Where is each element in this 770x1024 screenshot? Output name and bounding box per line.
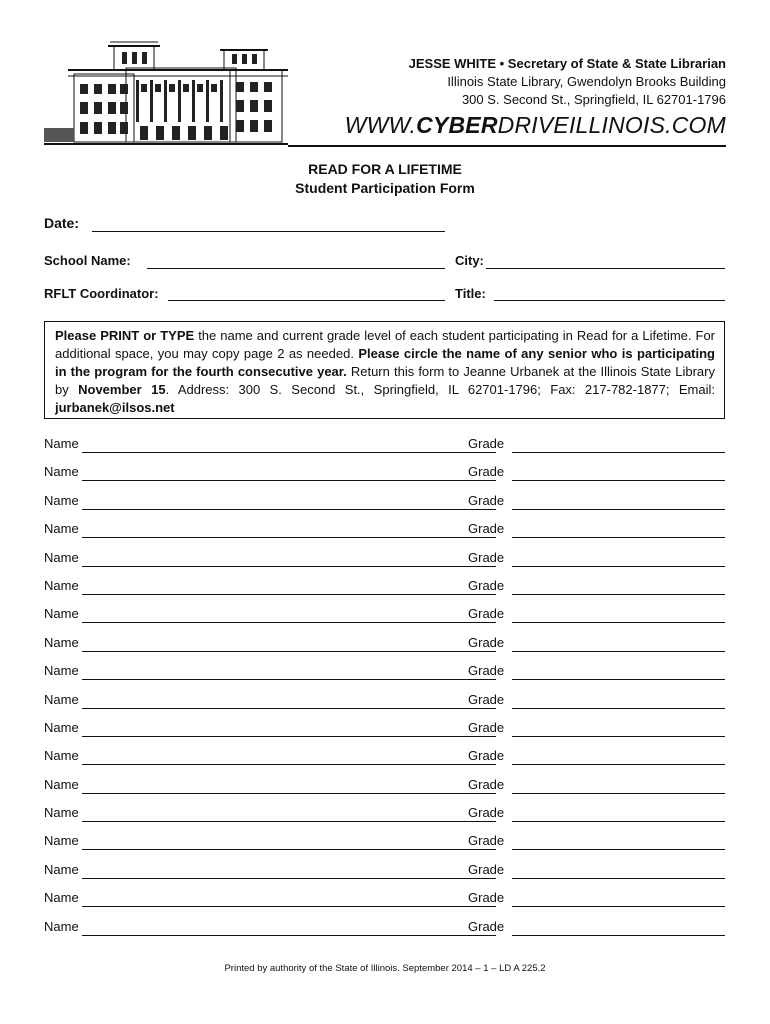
student-grade-field[interactable] xyxy=(512,935,725,936)
student-row xyxy=(44,491,725,519)
student-name-field[interactable] xyxy=(82,878,496,879)
name-label: Name xyxy=(44,606,79,622)
student-grade-field[interactable] xyxy=(512,821,725,822)
grade-label: Grade xyxy=(468,634,505,650)
name-label: Name xyxy=(44,549,79,565)
grade-label: Grade xyxy=(468,890,505,906)
student-grade-field[interactable] xyxy=(512,793,725,794)
grade-label: Grade xyxy=(468,464,505,480)
grade-label: Grade xyxy=(468,691,505,707)
url-suffix: DRIVEILLINOIS.COM xyxy=(497,112,726,138)
city-label: City: xyxy=(455,253,484,268)
name-label: Name xyxy=(44,890,79,906)
student-grade-field[interactable] xyxy=(512,679,725,680)
name-label: Name xyxy=(44,805,79,821)
student-name-field[interactable] xyxy=(82,566,496,567)
name-label: Name xyxy=(44,748,79,764)
coordinator-field[interactable] xyxy=(168,300,445,301)
grade-label: Grade xyxy=(468,719,505,735)
form-subtitle: Student Participation Form xyxy=(295,180,475,196)
building-logo xyxy=(44,40,288,146)
student-name-field[interactable] xyxy=(82,594,496,595)
student-row xyxy=(44,746,725,774)
instructions-box xyxy=(44,321,725,419)
student-row xyxy=(44,633,725,661)
grade-label: Grade xyxy=(468,833,505,849)
instructions-email[interactable]: jurbanek@ilsos.net xyxy=(55,400,175,415)
grade-label: Grade xyxy=(468,577,505,593)
student-name-field[interactable] xyxy=(82,764,496,765)
student-grade-field[interactable] xyxy=(512,537,725,538)
name-label: Name xyxy=(44,464,79,480)
student-grade-field[interactable] xyxy=(512,651,725,652)
student-grade-field[interactable] xyxy=(512,509,725,510)
student-row xyxy=(44,775,725,803)
student-row xyxy=(44,434,725,462)
student-name-field[interactable] xyxy=(82,452,496,453)
student-grade-field[interactable] xyxy=(512,566,725,567)
student-grade-field[interactable] xyxy=(512,906,725,907)
name-label: Name xyxy=(44,719,79,735)
name-label: Name xyxy=(44,492,79,508)
student-row xyxy=(44,604,725,632)
student-row xyxy=(44,917,725,945)
student-grade-field[interactable] xyxy=(512,480,725,481)
instructions-text-1: the name and current grade level of each student participating in Read for a Lifetime. For additional space, you may copy page 2 as needed. xyxy=(55,328,716,361)
grade-label: Grade xyxy=(468,549,505,565)
form-title: READ FOR A LIFETIME xyxy=(308,161,462,177)
student-row xyxy=(44,860,725,888)
name-label: Name xyxy=(44,776,79,792)
student-name-field[interactable] xyxy=(82,906,496,907)
name-label: Name xyxy=(44,691,79,707)
student-row xyxy=(44,803,725,831)
title-label: Title: xyxy=(455,286,486,301)
student-name-field[interactable] xyxy=(82,793,496,794)
student-name-field[interactable] xyxy=(82,849,496,850)
grade-label: Grade xyxy=(468,606,505,622)
student-grade-field[interactable] xyxy=(512,594,725,595)
header-secretary-line: JESSE WHITE • Secretary of State & State Librarian xyxy=(408,56,726,71)
student-grade-field[interactable] xyxy=(512,736,725,737)
grade-label: Grade xyxy=(468,521,505,537)
instructions-text-2: Return this form to Jeanne Urbanek at the Illinois State Library by xyxy=(55,364,715,397)
name-label: Name xyxy=(44,521,79,537)
header-address-line: 300 S. Second St., Springfield, IL 62701-1796 xyxy=(461,92,726,107)
header-rule xyxy=(288,145,726,147)
date-field[interactable] xyxy=(92,231,445,232)
student-name-field[interactable] xyxy=(82,935,496,936)
grade-label: Grade xyxy=(468,861,505,877)
grade-label: Grade xyxy=(468,918,505,934)
name-label: Name xyxy=(44,663,79,679)
name-label: Name xyxy=(44,634,79,650)
coordinator-label: RFLT Coordinator: xyxy=(44,286,159,301)
instructions-deadline: November 15 xyxy=(78,382,166,397)
student-grade-field[interactable] xyxy=(512,452,725,453)
school-name-field[interactable] xyxy=(147,268,445,269)
student-name-field[interactable] xyxy=(82,622,496,623)
header-address-block xyxy=(409,55,726,109)
grade-label: Grade xyxy=(468,663,505,679)
header-library-line: Illinois State Library, Gwendolyn Brooks Building xyxy=(447,74,726,89)
student-row xyxy=(44,462,725,490)
city-field[interactable] xyxy=(486,268,725,269)
student-grade-field[interactable] xyxy=(512,708,725,709)
grade-label: Grade xyxy=(468,776,505,792)
student-name-field[interactable] xyxy=(82,537,496,538)
url-bold-part: CYBER xyxy=(416,112,498,138)
student-name-field[interactable] xyxy=(82,679,496,680)
student-name-field[interactable] xyxy=(82,708,496,709)
student-name-field[interactable] xyxy=(82,821,496,822)
grade-label: Grade xyxy=(468,492,505,508)
name-label: Name xyxy=(44,436,79,451)
name-label: Name xyxy=(44,918,79,934)
student-row xyxy=(44,661,725,689)
student-name-field[interactable] xyxy=(82,651,496,652)
student-row xyxy=(44,888,725,916)
grade-label: Grade xyxy=(468,805,505,821)
instructions-senior-emphasis: Please circle the name of any senior who is participating in the program for the fourth consecutive year. xyxy=(55,346,715,379)
instructions-text-3: . Address: 300 S. Second St., Springfield, IL 62701-1796; Fax: 217-782-1877; Email: xyxy=(165,382,716,397)
student-grade-field[interactable] xyxy=(512,764,725,765)
student-grade-field[interactable] xyxy=(512,622,725,623)
title-field[interactable] xyxy=(494,300,725,301)
url-prefix: WWW. xyxy=(344,112,417,138)
student-rows xyxy=(44,434,725,945)
student-name-field[interactable] xyxy=(82,509,496,510)
school-name-label: School Name: xyxy=(44,253,131,268)
student-grade-field[interactable] xyxy=(512,878,725,879)
student-name-field[interactable] xyxy=(82,480,496,481)
name-label: Name xyxy=(44,577,79,593)
instructions-print-emphasis: Please PRINT or TYPE xyxy=(55,328,195,343)
student-row xyxy=(44,690,725,718)
date-label: Date: xyxy=(44,215,80,231)
student-grade-field[interactable] xyxy=(512,849,725,850)
student-row xyxy=(44,831,725,859)
student-row xyxy=(44,576,725,604)
name-label: Name xyxy=(44,833,79,849)
name-label: Name xyxy=(44,861,79,877)
grade-label: Grade xyxy=(468,436,505,451)
website-url[interactable] xyxy=(345,111,726,139)
student-name-field[interactable] xyxy=(82,736,496,737)
student-row xyxy=(44,548,725,576)
grade-label: Grade xyxy=(468,748,505,764)
student-row xyxy=(44,519,725,547)
student-row xyxy=(44,718,725,746)
footer-note: Printed by authority of the State of Illinois. September 2014 – 1 – LD A 225.2 xyxy=(224,963,546,974)
